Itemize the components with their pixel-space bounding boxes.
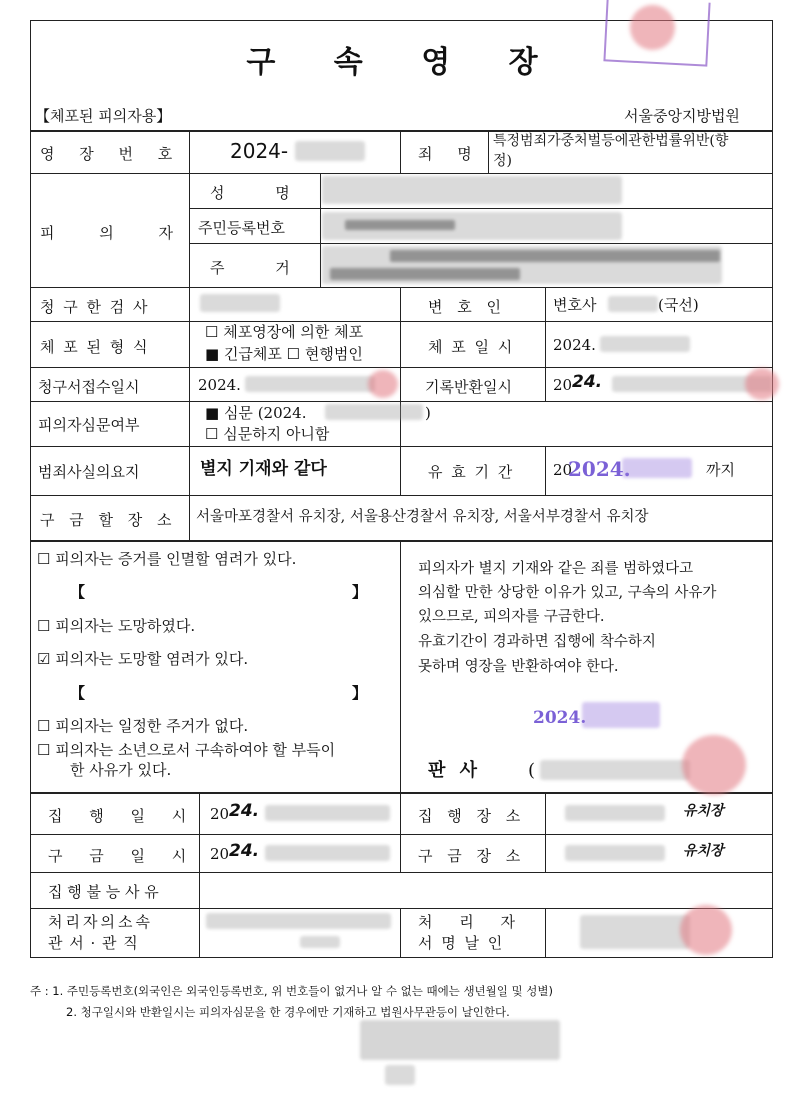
judge-label: 판 사 bbox=[428, 760, 478, 781]
reason-evidence: ☐ 피의자는 증거를 인멸할 염려가 있다. bbox=[37, 550, 297, 568]
arrest-type-option-warrant: ☐ 체포영장에 의한 체포 bbox=[205, 323, 364, 341]
redaction bbox=[265, 845, 390, 861]
detention-date-handwritten: 24. bbox=[229, 841, 260, 861]
crime-summary-label: 범죄사실의요지 bbox=[38, 463, 140, 481]
lawyer-type: (국선) bbox=[658, 296, 699, 314]
hearing-option-close: ) bbox=[425, 404, 431, 422]
rule bbox=[400, 130, 401, 173]
rule bbox=[400, 792, 401, 872]
bracket-open: 【 bbox=[70, 684, 86, 702]
hearing-label: 피의자심문여부 bbox=[38, 416, 140, 434]
execution-place-label: 집 행 장 소 bbox=[418, 807, 521, 825]
rule bbox=[189, 208, 773, 209]
name-label: 성 명 bbox=[210, 184, 290, 202]
lawyer-value: 변호사 bbox=[553, 296, 597, 314]
rule bbox=[30, 287, 773, 288]
warrant-number-value: 2024- bbox=[230, 139, 289, 163]
execution-place-value: 유치장 bbox=[683, 803, 724, 819]
detention-place-value: 서울마포경찰서 유치장, 서울용산경찰서 유치장, 서울서부경찰서 유치장 bbox=[196, 509, 649, 525]
rule bbox=[189, 130, 190, 495]
rule bbox=[400, 287, 401, 495]
received-datetime-value: 2024. bbox=[198, 376, 241, 394]
detention-place2-value: 유치장 bbox=[683, 843, 724, 859]
order-text-3: 있으므로, 피의자를 구금한다. bbox=[418, 609, 605, 625]
rrn-label: 주민등록번호 bbox=[198, 219, 285, 237]
rule bbox=[30, 321, 773, 322]
rule bbox=[30, 540, 773, 542]
footnote-1: 주 : 1. 주민등록번호(외국인은 외국인등록번호, 위 번호들이 없거나 알 수 없는 때에는 생년월일 및 성별) bbox=[30, 984, 554, 998]
redaction bbox=[582, 702, 660, 728]
rule bbox=[30, 495, 773, 496]
footnote-2: 2. 청구일시와 반환일시는 피의자심문을 한 경우에만 기재하고 법원사무관등이 날인한다. bbox=[66, 1005, 510, 1019]
rule bbox=[545, 792, 546, 872]
bracket-close: 】 bbox=[352, 583, 368, 601]
rule bbox=[488, 130, 489, 173]
crime-name-value-cont: 정) bbox=[493, 153, 512, 169]
rule bbox=[30, 834, 773, 835]
reason-no-residence: ☐ 피의자는 일정한 주거가 없다. bbox=[37, 717, 249, 735]
arrest-type-label: 체 포 된 형 식 bbox=[40, 338, 148, 356]
red-seal-mark bbox=[630, 5, 675, 50]
handler-signer-label: 처 리 자 bbox=[418, 913, 516, 931]
received-datetime-label: 청구서접수일시 bbox=[38, 378, 140, 396]
redaction bbox=[200, 294, 280, 312]
rule bbox=[320, 173, 321, 287]
redaction bbox=[540, 760, 690, 780]
redaction bbox=[385, 1065, 415, 1085]
detention-date-year: 20 bbox=[210, 845, 230, 863]
rule bbox=[30, 446, 773, 447]
reason-juvenile-cont: 한 사유가 있다. bbox=[70, 761, 172, 779]
redaction bbox=[295, 141, 365, 161]
arrest-date-value: 2024. bbox=[553, 336, 596, 354]
returned-datetime-label: 기록반환일시 bbox=[425, 378, 512, 396]
returned-datetime-handwritten: 24. bbox=[572, 372, 603, 392]
validity-suffix: 까지 bbox=[706, 461, 735, 479]
redaction bbox=[245, 376, 375, 392]
document-type: 【체포된 피의자용】 bbox=[35, 107, 172, 125]
redaction bbox=[300, 936, 340, 948]
bracket-close: 】 bbox=[352, 684, 368, 702]
redaction bbox=[608, 296, 658, 312]
warrant-number-label: 영 장 번 호 bbox=[40, 145, 173, 163]
execution-impossible-label: 집 행 불 능 사 유 bbox=[48, 883, 159, 901]
order-text-2: 의심할 만한 상당한 이유가 있고, 구속의 사유가 bbox=[418, 585, 717, 601]
order-text-4: 유효기간이 경과하면 집행에 착수하지 bbox=[418, 634, 656, 650]
execution-date-year: 20 bbox=[210, 805, 230, 823]
rule bbox=[400, 908, 401, 958]
rule bbox=[400, 540, 401, 792]
rule bbox=[189, 495, 190, 540]
detention-place-label: 구 금 할 장 소 bbox=[40, 511, 172, 529]
crime-summary-value: 별지 기재와 같다 bbox=[200, 459, 327, 479]
document-title: 구 속 영 장 bbox=[246, 45, 562, 80]
judge-paren: ( bbox=[528, 760, 536, 781]
redaction bbox=[622, 458, 692, 478]
rule bbox=[545, 446, 546, 495]
handler-sign-label: 서 명 날 인 bbox=[418, 934, 503, 952]
arrest-date-label: 체 포 일 시 bbox=[428, 338, 513, 356]
crime-name-value: 특정범죄가중처벌등에관한법률위반(향 bbox=[493, 133, 729, 149]
redaction bbox=[322, 176, 622, 204]
rule bbox=[30, 130, 773, 132]
rule bbox=[30, 401, 773, 402]
rule bbox=[30, 173, 773, 174]
execution-date-handwritten: 24. bbox=[229, 801, 260, 821]
handler-seal bbox=[680, 905, 732, 955]
order-text-1: 피의자가 별지 기재와 같은 죄를 범하였다고 bbox=[418, 561, 694, 577]
court-seal bbox=[745, 368, 779, 400]
issue-date-stamp: 2024. bbox=[533, 708, 587, 728]
rule bbox=[199, 792, 200, 958]
suspect-label: 피 의 자 bbox=[40, 224, 174, 242]
arrest-type-option-emergency: ■ 긴급체포 ☐ 현행범인 bbox=[205, 345, 363, 363]
detention-date-label: 구 금 일 시 bbox=[48, 847, 187, 865]
rule bbox=[545, 908, 546, 958]
court-seal bbox=[368, 370, 398, 398]
redaction bbox=[565, 805, 665, 821]
prosecutor-label: 청 구 한 검 사 bbox=[40, 298, 148, 316]
redaction bbox=[360, 1020, 560, 1060]
redaction bbox=[390, 250, 720, 262]
hearing-option-held: ■ 심문 (2024. bbox=[205, 404, 307, 422]
order-text-5: 못하며 영장을 반환하여야 한다. bbox=[418, 659, 619, 675]
redaction bbox=[565, 845, 665, 861]
lawyer-label: 변 호 인 bbox=[428, 298, 502, 316]
hearing-option-not-held: ☐ 심문하지 아니함 bbox=[205, 425, 330, 443]
rule bbox=[30, 367, 773, 368]
rule bbox=[30, 872, 773, 873]
rule bbox=[30, 908, 773, 909]
redaction bbox=[330, 268, 520, 280]
crime-name-label: 죄 명 bbox=[418, 145, 472, 163]
rule bbox=[189, 243, 773, 244]
court-name: 서울중앙지방법원 bbox=[624, 107, 740, 125]
reason-fled: ☐ 피의자는 도망하였다. bbox=[37, 617, 196, 635]
bracket-open: 【 bbox=[70, 583, 86, 601]
redaction bbox=[600, 336, 690, 352]
judge-seal bbox=[682, 735, 746, 795]
execution-date-label: 집 행 일 시 bbox=[48, 807, 187, 825]
redaction bbox=[206, 913, 391, 929]
reason-flight-risk: ☑ 피의자는 도망할 염려가 있다. bbox=[37, 650, 249, 668]
redaction bbox=[265, 805, 390, 821]
validity-label: 유 효 기 간 bbox=[428, 463, 513, 481]
rule bbox=[30, 792, 773, 794]
validity-prefix: 20 bbox=[553, 461, 573, 479]
handler-position-label: 관 서 · 관 직 bbox=[48, 934, 139, 952]
rule bbox=[545, 287, 546, 401]
reason-juvenile: ☐ 피의자는 소년으로서 구속하여야 할 부득이 bbox=[37, 741, 336, 759]
handler-office-label: 처리자의소속 bbox=[48, 913, 153, 931]
validity-date-stamp: 2024. bbox=[568, 457, 631, 481]
detention-place2-label: 구 금 장 소 bbox=[418, 847, 521, 865]
returned-datetime-year: 20 bbox=[553, 376, 573, 394]
address-label: 주 거 bbox=[210, 259, 290, 277]
redaction bbox=[580, 915, 690, 949]
redaction bbox=[345, 220, 455, 230]
redaction bbox=[325, 404, 423, 420]
